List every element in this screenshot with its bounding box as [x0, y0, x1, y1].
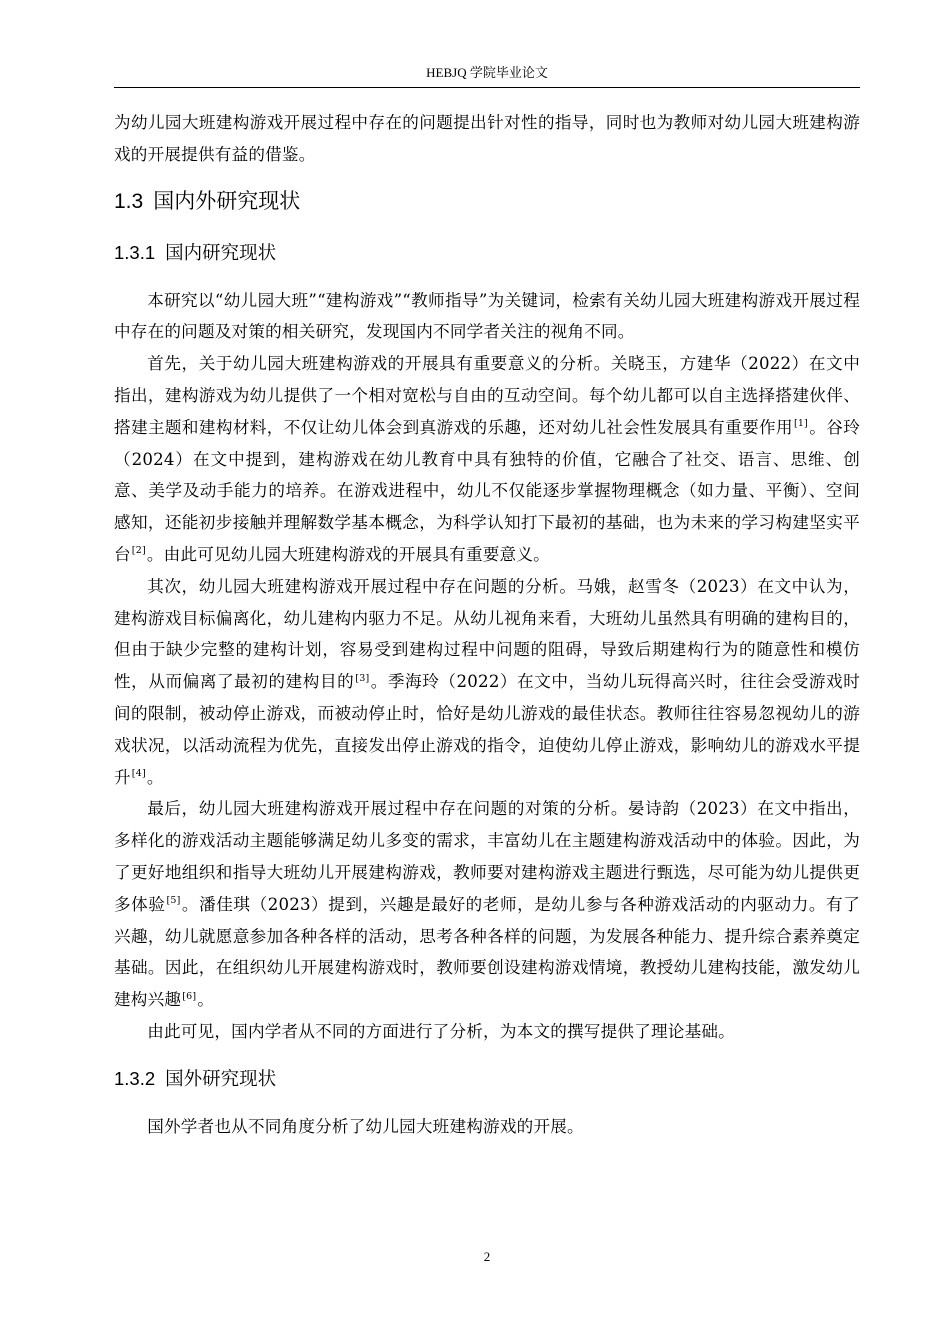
citation-ref-6: [6] [182, 990, 197, 1002]
paragraph-text: 。由此可见幼儿园大班建构游戏的开展具有重要意义。 [146, 544, 550, 564]
citation-ref-5: [5] [166, 895, 181, 907]
citation-ref-1: [1] [794, 418, 809, 430]
paragraph-text: 首先，关于幼儿园大班建构游戏的开展具有重要意义的分析。关晓玉，方建华（2022）在文中指出，建构游戏为幼儿提供了一个相对宽松与自由的互动空间。每个幼儿都可以自主选择搭建伙伴、搭建主题和建构材料，不仅让幼儿体会到真游戏的乐趣，还对幼儿社会性发展具有重要作用 [114, 354, 860, 437]
document-body [114, 107, 860, 1143]
domestic-paragraph-5: 由此可见，国内学者从不同的方面进行了分析，为本文的撰写提供了理论基础。 [147, 1021, 735, 1041]
subsection-heading-1-3-2 [114, 1064, 860, 1095]
section-title: 国内外研究现状 [153, 188, 301, 213]
foreign-paragraph-1: 国外学者也从不同角度分析了幼儿园大班建构游戏的开展。 [147, 1116, 584, 1136]
intro-continuation-paragraph: 为幼儿园大班建构游戏开展过程中存在的问题提出针对性的指导，同时也为教师对幼儿园大班建构游戏的开展提供有益的借鉴。 [114, 113, 860, 164]
citation-ref-4: [4] [131, 768, 146, 780]
paragraph-text: 。 [197, 990, 215, 1010]
section-number: 1.3 [114, 189, 144, 213]
subsection-title: 国内研究现状 [165, 242, 277, 264]
subsection-number: 1.3.1 [114, 241, 156, 263]
paragraph-text: 。潘佳琪（2023）提到，兴趣是最好的老师，是幼儿参与各种游戏活动的内驱动力。有了兴趣，幼儿就愿意参加各种各样的活动，思考各种各样的问题，为发展各种能力、提升综合素养奠定基础。因此，在组织幼儿开展建构游戏时，教师要创设建构游戏情境，教授幼儿建构技能，激发幼儿建构兴趣 [114, 894, 860, 1010]
paragraph-text: 最后，幼儿园大班建构游戏开展过程中存在问题的对策的分析。晏诗韵（2023）在文中指出，多样化的游戏活动主题能够满足幼儿多变的需求，丰富幼儿在主题建构游戏活动中的体验。因此，为了更好地组织和指导大班幼儿开展建构游戏，教师要对建构游戏主题进行甄选，尽可能为幼儿提供更多体验 [114, 799, 860, 914]
header-rule [114, 87, 860, 88]
citation-ref-2: [2] [131, 545, 146, 557]
document-page [114, 0, 860, 1344]
paragraph-text: 。 [146, 767, 164, 787]
paragraph-text: 其次，幼儿园大班建构游戏开展过程中存在问题的分析。马娥，赵雪冬（2023）在文中认为，建构游戏目标偏离化，幼儿建构内驱力不足。从幼儿视角来看，大班幼儿虽然具有明确的建构目的，但由于缺少完整的建构计划，容易受到建构过程中问题的阻碍，导致后期建构行为的随意性和模仿性，从而偏离了最初的建构目的 [114, 576, 860, 692]
section-heading-1-3 [114, 185, 860, 218]
subsection-number: 1.3.2 [114, 1067, 156, 1089]
page-number: 2 [483, 1249, 491, 1264]
domestic-paragraph-4 [114, 793, 860, 1016]
paragraph-text: 。季海玲（2022）在文中，当幼儿玩得高兴时，往往会受游戏时间的限制，被动停止游戏，而被动停止时，恰好是幼儿游戏的最佳状态。教师往往容易忽视幼儿的游戏状况，以活动流程为优先，直接发出停止游戏的指令，迫使幼儿停止游戏，影响幼儿的游戏水平提升 [114, 672, 860, 787]
citation-ref-3: [3] [355, 672, 370, 684]
paragraph-text: 。谷玲（2024）在文中提到，建构游戏在幼儿教育中具有独特的价值，它融合了社交、语言、思维、创意、美学及动手能力的培养。在游戏进程中，幼儿不仅能逐步掌握物理概念（如力量、平衡）、空间感知，还能初步接触并理解数学基本概念，为科学认知打下最初的基础，也为未来的学习构建坚实平台 [114, 417, 861, 564]
subsection-heading-1-3-1 [114, 238, 860, 269]
domestic-paragraph-3 [114, 571, 860, 794]
running-header: HEBJQ 学院毕业论文 [426, 65, 548, 80]
domestic-paragraph-2 [114, 348, 860, 571]
domestic-paragraph-1: 本研究以“幼儿园大班”“建构游戏”“教师指导”为关键词，检索有关幼儿园大班建构游戏开展过程中存在的问题及对策的相关研究，发现国内不同学者关注的视角不同。 [114, 290, 860, 342]
subsection-title: 国外研究现状 [165, 1068, 277, 1090]
